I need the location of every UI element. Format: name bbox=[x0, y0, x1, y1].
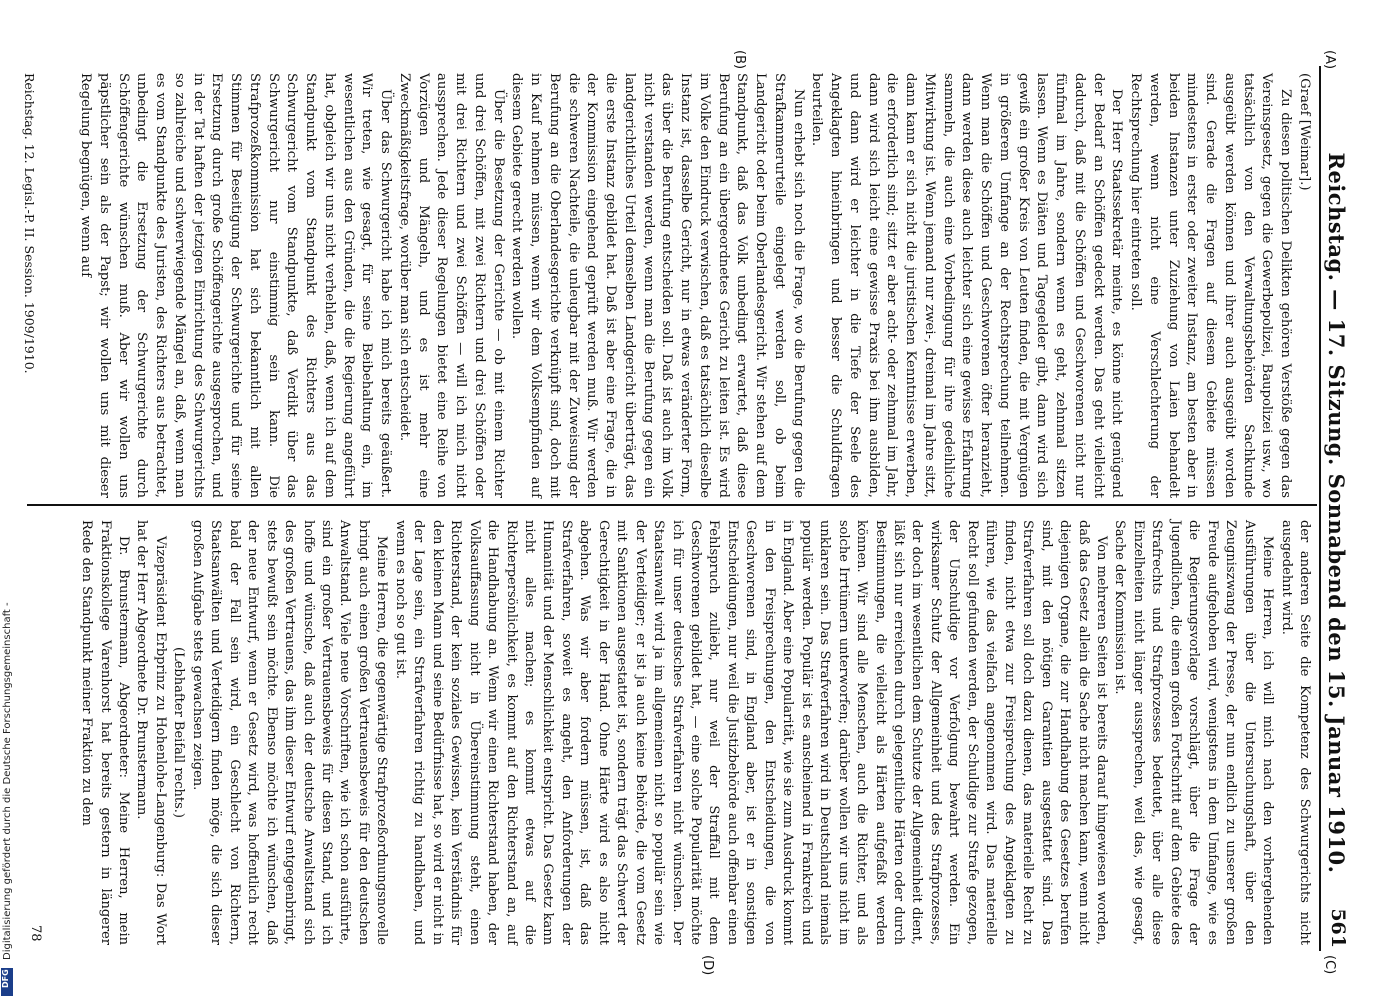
margin-letter-a: (A) bbox=[1322, 50, 1337, 70]
session-info: Reichstag. 12. Legisl.-P. II. Session. 1909/1910. bbox=[22, 73, 37, 374]
paragraph: Meine Herren, ich will mich nach den vorhergehenden Ausführungen über die Untersuchungshaft, über den Zeugniszwang der Presse, der nun endlich zu unserer großen Freude aufgehoben wird, wenigstens in dem Umfange, wie es die Regierungsvorlage vorschlägt, über die Frage der Jugendlichen, die einen großen Fortschritt auf dem Gebiete des Strafrechts und Strafprozesses bedeutet, über alle diese Einzelheiten nicht länger aussprechen, weil das, wie gesagt, Sache der Kommission ist. bbox=[1112, 520, 1276, 945]
paragraph: Vizepräsident Erbprinz zu Hohenlohe-Langenburg: Das Wort hat der Herr Abgeordnete Dr. Brunstermann. bbox=[134, 520, 168, 945]
paragraph: Der Herr Staatssekretär meinte, es könne nicht genügend der Bedarf an Schöffen gedeckt werden. Das geht vielleicht dadurch, daß mit die Schöffen und Geschworenen nicht nur fünfmal im Jahre, sondern wenn es geht, zehnmal sitzen lassen. Wenn es Diäten und Tagegelder gibt, dann wird sich gewiß ein großer Kreis von Leuten finden, die mit Vergnügen in größerem Umfange an der Rechtsprechung teilnehmen. Wenn man die Schöffen und Geschworenen öfter heranzieht, dann werden diese auch leichter sich eine gewisse Erfahrung sammeln, die auch eine Vorbedingung für ihre gedeihliche Mitwirkung ist. Wenn jemand nur zwei-, dreimal im Jahre sitzt, dann kann er sich nicht die juristischen Kenntnisse erwerben, die erforderlich sind; sitzt er aber acht- oder zehnmal im Jahr, dann wird sich leicht eine gewisse Praxis bei ihm ausbilden, und dann wird er leichter in die Tiefe der Seele des Angeklagten hineinbringen und besser die Schuldfragen beurteilen. bbox=[809, 73, 1125, 498]
right-column bbox=[77, 520, 1313, 945]
paragraph: Über das Schwurgericht habe ich mich bereits geäußert. Wir treten, wie gesagt, für seine Beibehaltung ein, im wesentlichen aus den Gründen, die die Regierung angeführt hat, obgleich wir uns nicht verhehlen, daß, wenn ich auf dem Standpunkt vom Standpunkt des Richters aus das Schwurgericht vom Standpunkte, daß Verdikt über das Schwurgericht nur einstimmig sein kann. Die Strafprozeßkommission hat sich bekanntlich mit allen Stimmen für Beseitigung der Schwurgerichte und für seine Ersetzung durch große Schöffengerichte ausgesprochen, und in der Tat haften der jetzigen Einrichtung des Schwurgerichts so zahlreiche und schwerwiegende Mängel an, daß, wenn man es vom Standpunkte des Juristen, des Richters aus betrachtet, unbedingt die Ersetzung der Schwurgerichte durch Schöffengerichte wünschen muß. Aber wir wollen uns päpstlicher sein als der Papst; wir wollen uns mit dieser Regelung begnügen, wenn auf bbox=[78, 73, 394, 498]
digitization-credit bbox=[0, 600, 14, 1000]
paragraph: Über die Besetzung der Gerichte — ob mit einem Richter und drei Schöffen, mit zwei Richtern und drei Schöffen oder mit drei Richtern und zwei Schöffen — will ich mich nicht aussprechen. Jede dieser Regelungen bietet eine Reihe von Vorzügen und Mängeln, und es ist mehr eine Zweckmäßigkeitsfrage, worüber man sich entscheidet. bbox=[397, 73, 506, 498]
margin-letter-b: (B) bbox=[732, 50, 747, 70]
column-separator bbox=[27, 504, 1317, 506]
paragraph: Meine Herren, die gegenwärtige Strafprozeßordnungsnovelle bringt auch einen großen Vertrauensbeweis für den deutschen Anwaltstand. Viele neue Vorschriften, wie ich schon ausführte, sind ein großer Vertrauensbeweis für diesen Stand, und ich hoffe und wünsche, daß auch der deutsche Anwaltstand sich des großen Vertrauens, das ihm dieser Entwurf entgegenbringt, stets bewußt sein möchte. Ebenso möchte ich wünschen, daß der neue Entwurf, wenn er Gesetz wird, was hoffentlich recht bald der Fall sein wird, ein Geschlecht von Richtern, Staatsanwälten und Verteidigern finden möge, die sich dieser großen Aufgabe stets gewachsen zeigen. bbox=[189, 520, 390, 945]
paragraph: Von mehreren Seiten ist bereits darauf hingewiesen worden, daß das Gesetz allein die Sache nicht machen kann, wenn nicht diejenigen Organe, die zur Handhabung des Gesetzes berufen sind, mit den nötigen Garantien ausgestattet sind. Das Strafverfahren soll doch dazu dienen, das materielle Recht zu finden, nicht etwa zur Freisprechung des Angeklagten zu führen, wie das vielfach angenommen wird. Das materielle Recht soll gefunden werden, der Schuldige zur Strafe gezogen, der Unschuldige vor Verfolgung bewahrt werden. Ein wirksamer Schutz der Allgemeinheit und des Strafprozesses, der doch im wesentlichen dem Schutze der Allgemeinheit dient, läßt sich nur erreichen durch gelegentliche Härten oder durch Bestimmungen, die vielleicht als Härten aufgefaßt werden können. Wir sind alle Menschen, auch die Richter, und als solche Irrtümern unterworfen; darüber wollen wir uns nicht im unklaren sein. Das Strafverfahren wird in Deutschland niemals populär werden. Populär ist es anscheinend in Frankreich und in England. Aber eine Popularität, wie sie zum Ausdruck kommt in den Freisprechungen, den Entscheidungen, die von Geschworenen sind, in England aber, ist er in sonstigen Entscheidungen, nur weil die Justizbehörde auch offenbar einen Fehlspruch zuliebt, nur weil der Straffall mit dem Geschworenen gebildet hat, — eine solche Popularität möchte ich für unser deutsches Strafverfahren nicht wünschen. Der Staatsanwalt wird ja im allgemeinen nicht so populär sein wie der Verteidiger; er ist ja auch keine Behörde, die vom Gesetz mit Sanktionen ausgestattet ist, sondern trägt das Schwert der Gerechtigkeit in der Hand. Ohne Härte wird es also nicht abgehen. Was wir aber fordern müssen, ist, daß das Strafverfahren, soweit es angeht, den Anforderungen der Humanität und der Menschlichkeit entspricht. Das Gesetz kann nicht alles machen; es kommt etwas auf die Richterpersönlichkeit, es kommt auf den Richterstand an, auf die Handhabung an. Wenn wir einen Richterstand haben, der Volksauffassung nicht in Übereinstimmung steht, einen Richterstand, der kein soziales Gewissen, kein Verständnis für den kleinen Mann und seine Bedürfnisse hat, so wird er nicht in der Lage sein, ein Strafverfahren richtig zu handhaben, und wenn es noch so gut ist. bbox=[392, 520, 1110, 945]
dfg-logo: DFG bbox=[1, 968, 13, 996]
paragraph: Dr. Brunstermann, Abgeordneter: Meine Herren, mein Fraktionskollege Varenhorst hat bereits gestern in längerer Rede den Standpunkt meiner Fraktion zu dem bbox=[79, 520, 131, 945]
page-footer bbox=[22, 73, 37, 498]
paragraph: Nun erhebt sich noch die Frage, wo die Berufung gegen die Strafkammerurteile eingelegt werden soll, ob beim Landgericht oder beim Oberlandesgericht. Wir stehen auf dem Standpunkt, daß das Volk unbedingt erwartet, daß diese Berufung an ein übergeordnetes Gericht zu leiten ist. Es wird im Volke den Eindruck verwischen, daß es tatsächlich dieselbe Instanz ist, dasselbe Gericht, nur in etwas veränderter Form, das über die Berufung entscheiden soll. Daß ist auch im Volk nicht verstanden werden, wenn man die Berufung gegen ein landgerichtliches Urteil demselben Landgericht überträgt, das die erste Instanz gebildet hat. Daß ist aber eine Frage, die in der Kommission eingehend geprüft werden muß. Wir werden die schweren Nachteile, die unleugbar mit der Zuweisung der Berufung an die Oberlandesgerichte verknüpft sind, doch mit in Kauf nehmen müssen, wenn wir dem Volksempfinden auf diesem Gebiete gerecht werden wollen. bbox=[509, 73, 806, 498]
paragraph: der anderen Seite die Kompetenz des Schwurgerichts nicht ausgedehnt wird. bbox=[1278, 520, 1312, 945]
speaker-label: (Graef [Weimar].) bbox=[1297, 73, 1312, 191]
left-column bbox=[76, 73, 1314, 498]
sheet-number: 78 bbox=[28, 925, 43, 942]
margin-letter-d: (D) bbox=[700, 955, 715, 976]
margin-letter-c: (C) bbox=[1322, 955, 1337, 975]
paragraph: Zu diesen politischen Delikten gehören Verstöße gegen das Vereinsgesetz, gegen die Gewerbepolizei, Baupolizei usw., wo tatsächlich von den Verwaltungsbehörden Sachkunde ausgeübt werden können und ihrer auch ausgeübt worden sind. Gerade die Fragen auf diesem Gebiete müssen mindestens in erster oder zweiter Instanz, am besten aber in beiden Instanzen unter Zuziehung von Laien behandelt werden, wenn nicht eine Verschlechterung der Rechtsprechung hier eintreten soll. bbox=[1128, 73, 1294, 498]
page-number: 561 bbox=[1327, 908, 1349, 948]
header-title: Reichstag. — 17. Sitzung. Sonnabend den 15. Januar 1910. bbox=[1324, 152, 1349, 874]
page-header bbox=[1325, 78, 1355, 948]
applause-note: (Lebhafter Beifall rechts.) bbox=[171, 647, 187, 818]
credit-text: Digitalisierung gefördert durch die Deutsche Forschungsgemeinschaft - bbox=[2, 602, 13, 960]
header-rule bbox=[1319, 66, 1321, 951]
